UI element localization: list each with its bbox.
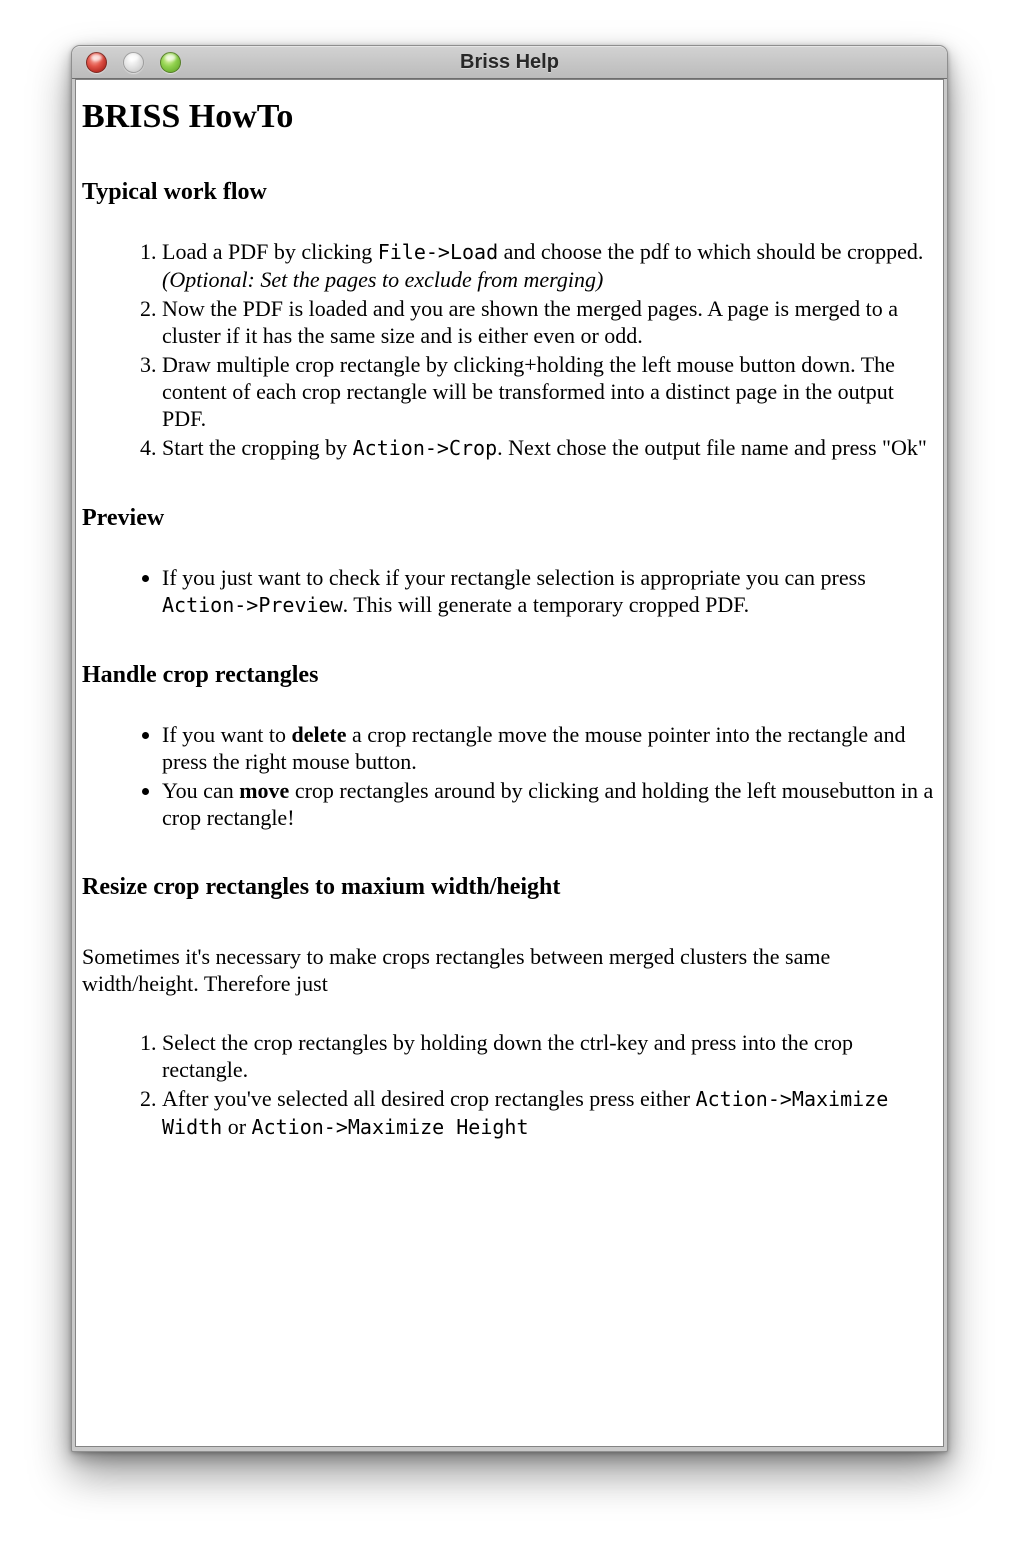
- mono-text-segment: Action->Maximize Height: [251, 1115, 529, 1139]
- text-segment: crop rectangles around by clicking and holding the left mousebutton in a crop rectangle!: [162, 778, 934, 830]
- page-title: BRISS HowTo: [82, 98, 294, 135]
- text-segment: You can: [162, 778, 240, 803]
- section-heading-resize-crop-rectangles: Resize crop rectangles to maxium width/height: [82, 874, 561, 900]
- text-segment: Select the crop rectangles by holding down the ctrl-key and press into the crop rectangle.: [162, 1030, 853, 1082]
- text-segment: After you've selected all desired crop rectangles press either: [162, 1086, 696, 1111]
- window-title: Briss Help: [460, 51, 559, 73]
- italic-text-segment: (Optional: Set the pages to exclude from merging): [162, 267, 604, 292]
- text-segment: or: [222, 1114, 252, 1139]
- text-segment: Load a PDF by clicking: [162, 239, 378, 264]
- text-segment: a crop rectangle move the mouse pointer into the rectangle and press the right mouse button.: [162, 722, 906, 774]
- list-item: [162, 238, 935, 293]
- text-segment: . This will generate a temporary cropped PDF.: [342, 592, 750, 617]
- resize-intro-paragraph: [82, 943, 935, 997]
- section-heading-handle-crop-rectangles: Handle crop rectangles: [82, 662, 319, 688]
- text-segment: If you just want to check if your rectangle selection is appropriate you can press: [162, 565, 866, 590]
- bold-text-segment: delete: [291, 722, 347, 747]
- bold-text-segment: move: [239, 778, 290, 803]
- list-item: [162, 1085, 935, 1141]
- handle-crop-bullet-list: [82, 721, 935, 831]
- section-heading-preview: Preview: [82, 505, 165, 531]
- traffic-lights: [72, 52, 181, 73]
- text-segment: Now the PDF is loaded and you are shown the merged pages. A page is merged to a cluster if it has the same size and is either even or odd.: [162, 296, 899, 348]
- list-item: [162, 564, 935, 619]
- help-document: [76, 80, 943, 1141]
- list-item: [162, 721, 935, 775]
- mono-text-segment: File->Load: [377, 240, 499, 264]
- preview-bullet-list: [82, 564, 935, 619]
- list-item: [162, 434, 935, 462]
- minimize-button-icon[interactable]: [123, 52, 144, 73]
- list-item: [162, 777, 935, 831]
- mono-text-segment: Action->Crop: [352, 436, 498, 460]
- text-segment: Start the cropping by: [162, 435, 353, 460]
- section-heading-workflow: Typical work flow: [82, 179, 267, 205]
- briss-help-window: [71, 45, 948, 1452]
- list-item: [162, 295, 935, 349]
- zoom-button-icon[interactable]: [160, 52, 181, 73]
- resize-steps-list: [82, 1029, 935, 1141]
- list-item: [162, 1029, 935, 1083]
- workflow-steps-list: [82, 238, 935, 462]
- help-content-pane: [75, 79, 944, 1447]
- mono-text-segment: Action->Maximize Width: [162, 1087, 889, 1139]
- text-segment: Sometimes it's necessary to make crops rectangles between merged clusters the same width/height. Therefore just: [82, 944, 831, 996]
- text-segment: Draw multiple crop rectangle by clicking+holding the left mouse button down. The content of each crop rectangle will be transformed into a distinct page in the output PDF.: [162, 352, 895, 431]
- window-titlebar[interactable]: [72, 46, 947, 79]
- text-segment: and choose the pdf to which should be cropped.: [498, 239, 924, 264]
- list-item: [162, 351, 935, 432]
- mono-text-segment: Action->Preview: [162, 593, 343, 617]
- text-segment: . Next chose the output file name and press "Ok": [497, 435, 927, 460]
- text-segment: If you want to: [162, 722, 292, 747]
- close-button-icon[interactable]: [86, 52, 107, 73]
